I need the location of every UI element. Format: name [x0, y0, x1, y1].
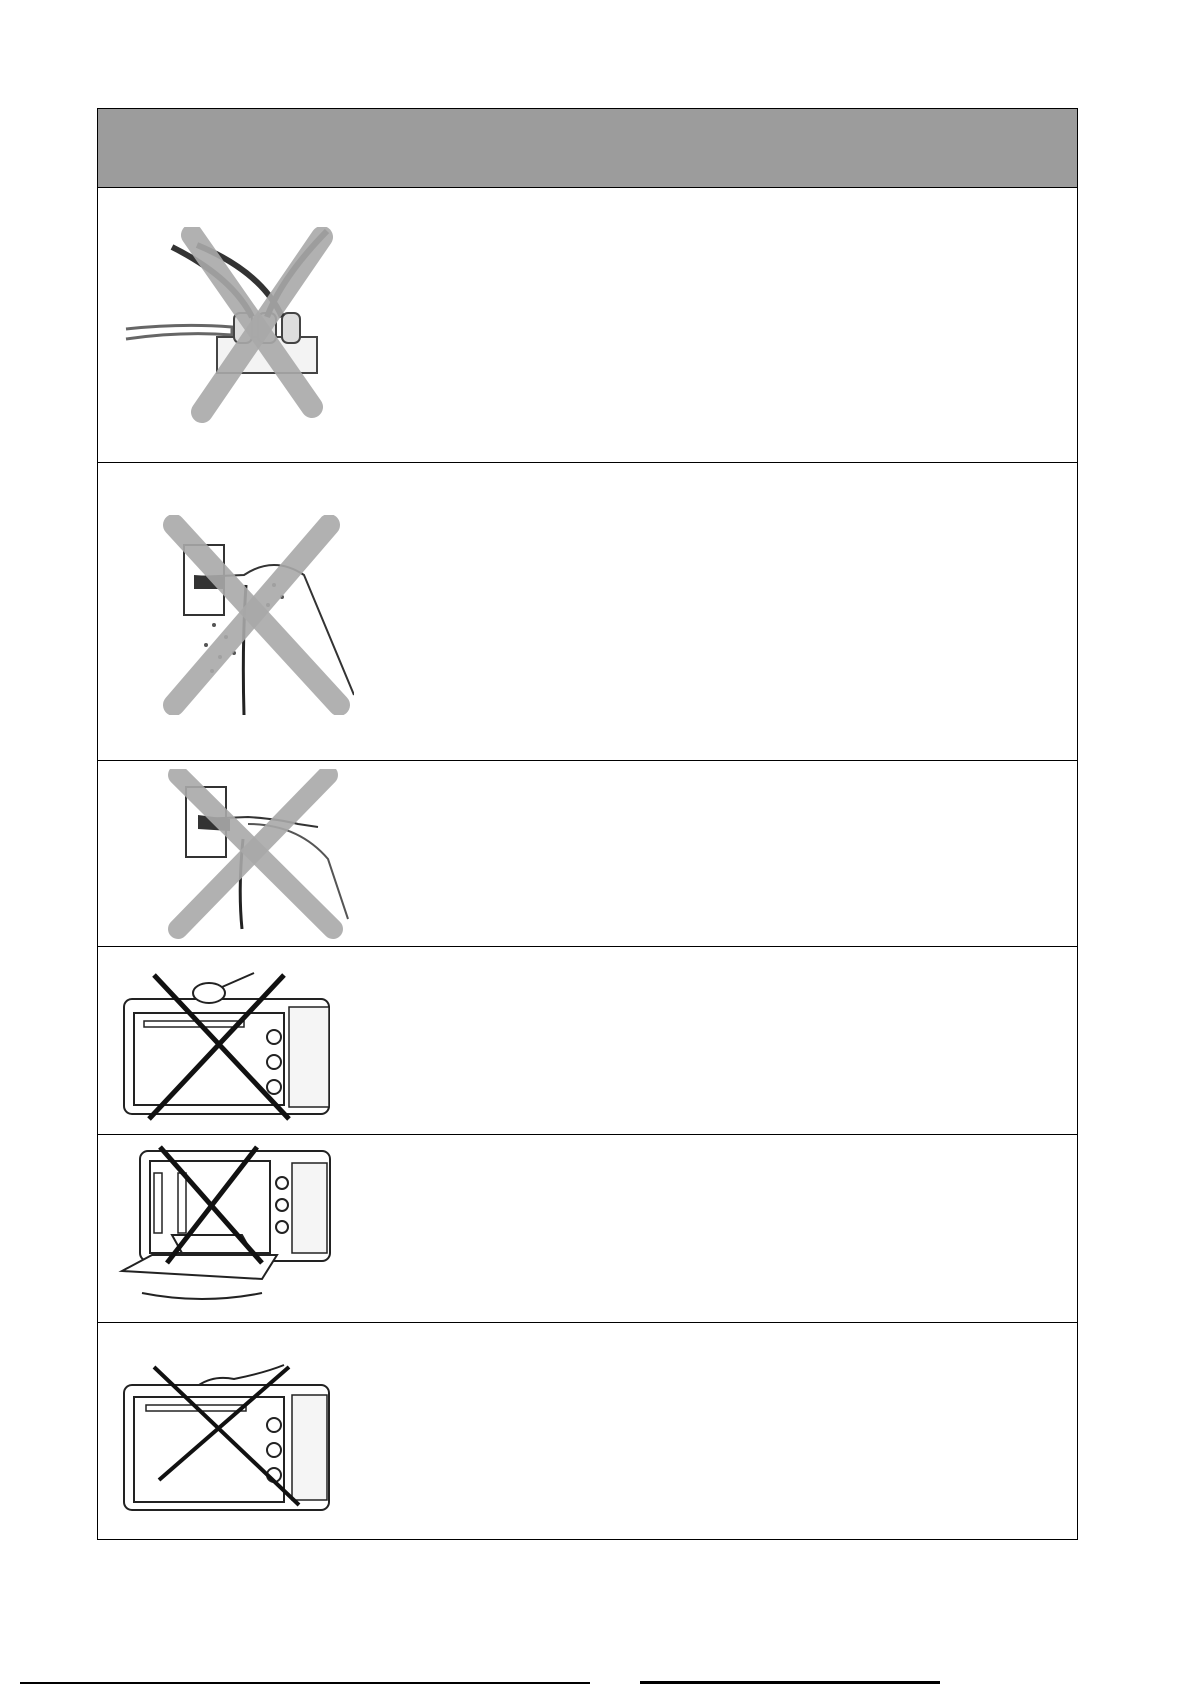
- object-on-oven-prohibited-icon: [98, 947, 358, 1134]
- warning-row-touch-hot-oven: [98, 1323, 1077, 1541]
- warning-row-pull-cord: [98, 761, 1077, 947]
- warning-text: [358, 761, 1077, 946]
- pull-cord-prohibited-icon: [98, 761, 358, 946]
- table-header-band: [98, 109, 1077, 188]
- warning-row-weight-on-door: [98, 1135, 1077, 1323]
- warning-row-overloaded-socket: [98, 187, 1077, 463]
- warning-row-object-on-oven: [98, 947, 1077, 1135]
- touch-hot-oven-prohibited-icon: [98, 1323, 358, 1541]
- wet-hand-plug-prohibited-icon: [98, 463, 358, 760]
- warning-text: [358, 187, 1077, 462]
- safety-warnings-table: [97, 108, 1078, 1540]
- warning-text: [358, 463, 1077, 760]
- weight-on-door-prohibited-icon: [98, 1135, 358, 1322]
- overloaded-socket-prohibited-icon: [98, 187, 358, 462]
- warning-text: [358, 1135, 1077, 1322]
- footer-rule-fragment: [640, 1681, 940, 1684]
- warning-text: [358, 947, 1077, 1134]
- warning-text: [358, 1323, 1077, 1541]
- warning-row-wet-hands: [98, 463, 1077, 761]
- footer-rule: [20, 1682, 590, 1684]
